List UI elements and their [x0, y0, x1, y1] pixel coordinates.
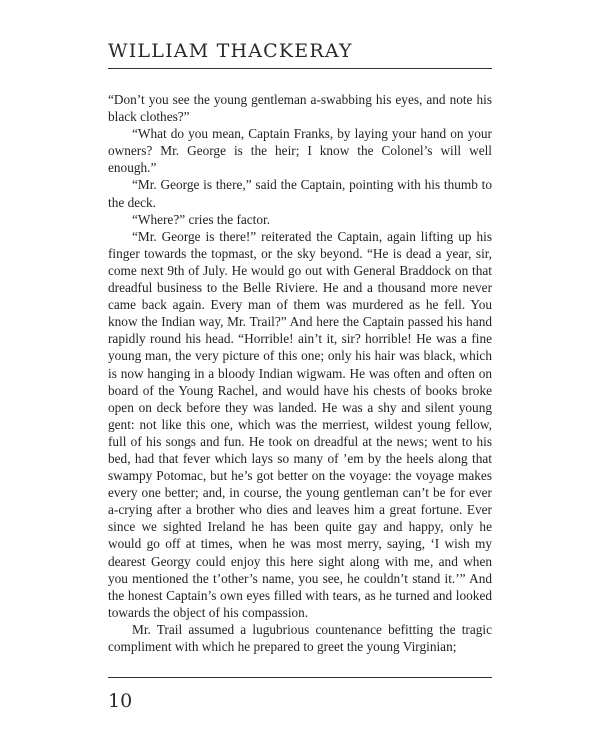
- paragraph: “Mr. George is there!” reiterated the Captain, again lifting up his finger towards the topmast, or the sky beyond. “He is dead a year, sir, come next 9th of July. He would go out with General Braddock on that dreadful business to the Belle Riviere. He and a thousand more never came back again. Every man of them was murdered as he fell. You know the Indian way, Mr. Trail?” And here the Captain passed his hand rapidly round his head. “Horrible! ain’t it, sir? horrible! He was a fine young man, the very picture of this one; only his hair was black, which is now hanging in a bloody Indian wigwam. He was often and often on board of the Young Rachel, and would have his chests of books broke open on deck before they was landed. He was a shy and silent young gent: not like this one, which was the merriest, wildest young fellow, full of his songs and fun. He took on dreadful at the news; went to his bed, had that fever which lays so many of ’em by the heels along that swampy Potomac, but he’s got better on the voyage: the voyage makes every one better; and, in course, the young gentleman can’t be for ever a-crying after a brother who dies and leaves him a great fortune. Ever since we sighted Ireland he has been quite gay and happy, only he would go off at times, when he was most merry, saying, ‘I wish my dearest Georgy could enjoy this here sight along with me, and when you mentioned the t’other’s name, you see, he couldn’t stand it.’” And the honest Captain’s own eyes filled with tears, as he turned and looked towards the object of his compassion.: [108, 228, 492, 620]
- page-number: 10: [108, 690, 133, 712]
- paragraph: “Don’t you see the young gentleman a-swabbing his eyes, and note his black clothes?”: [108, 92, 492, 125]
- paragraph: “Where?” cries the factor.: [132, 211, 271, 227]
- paragraph: Mr. Trail assumed a lugubrious countenance befitting the tragic compliment with which he prepared to greet the young Virginian;: [108, 621, 492, 654]
- body-text: [108, 91, 492, 655]
- header-rule: [108, 68, 492, 69]
- paragraph: “What do you mean, Captain Franks, by laying your hand on your owners? Mr. George is the heir; I know the Colonel’s will well enough.”: [108, 126, 492, 176]
- running-head: WILLIAM THACKERAY: [108, 40, 353, 62]
- paragraph: “Mr. George is there,” said the Captain, pointing with his thumb to the deck.: [108, 177, 492, 210]
- footer-rule: [108, 677, 492, 678]
